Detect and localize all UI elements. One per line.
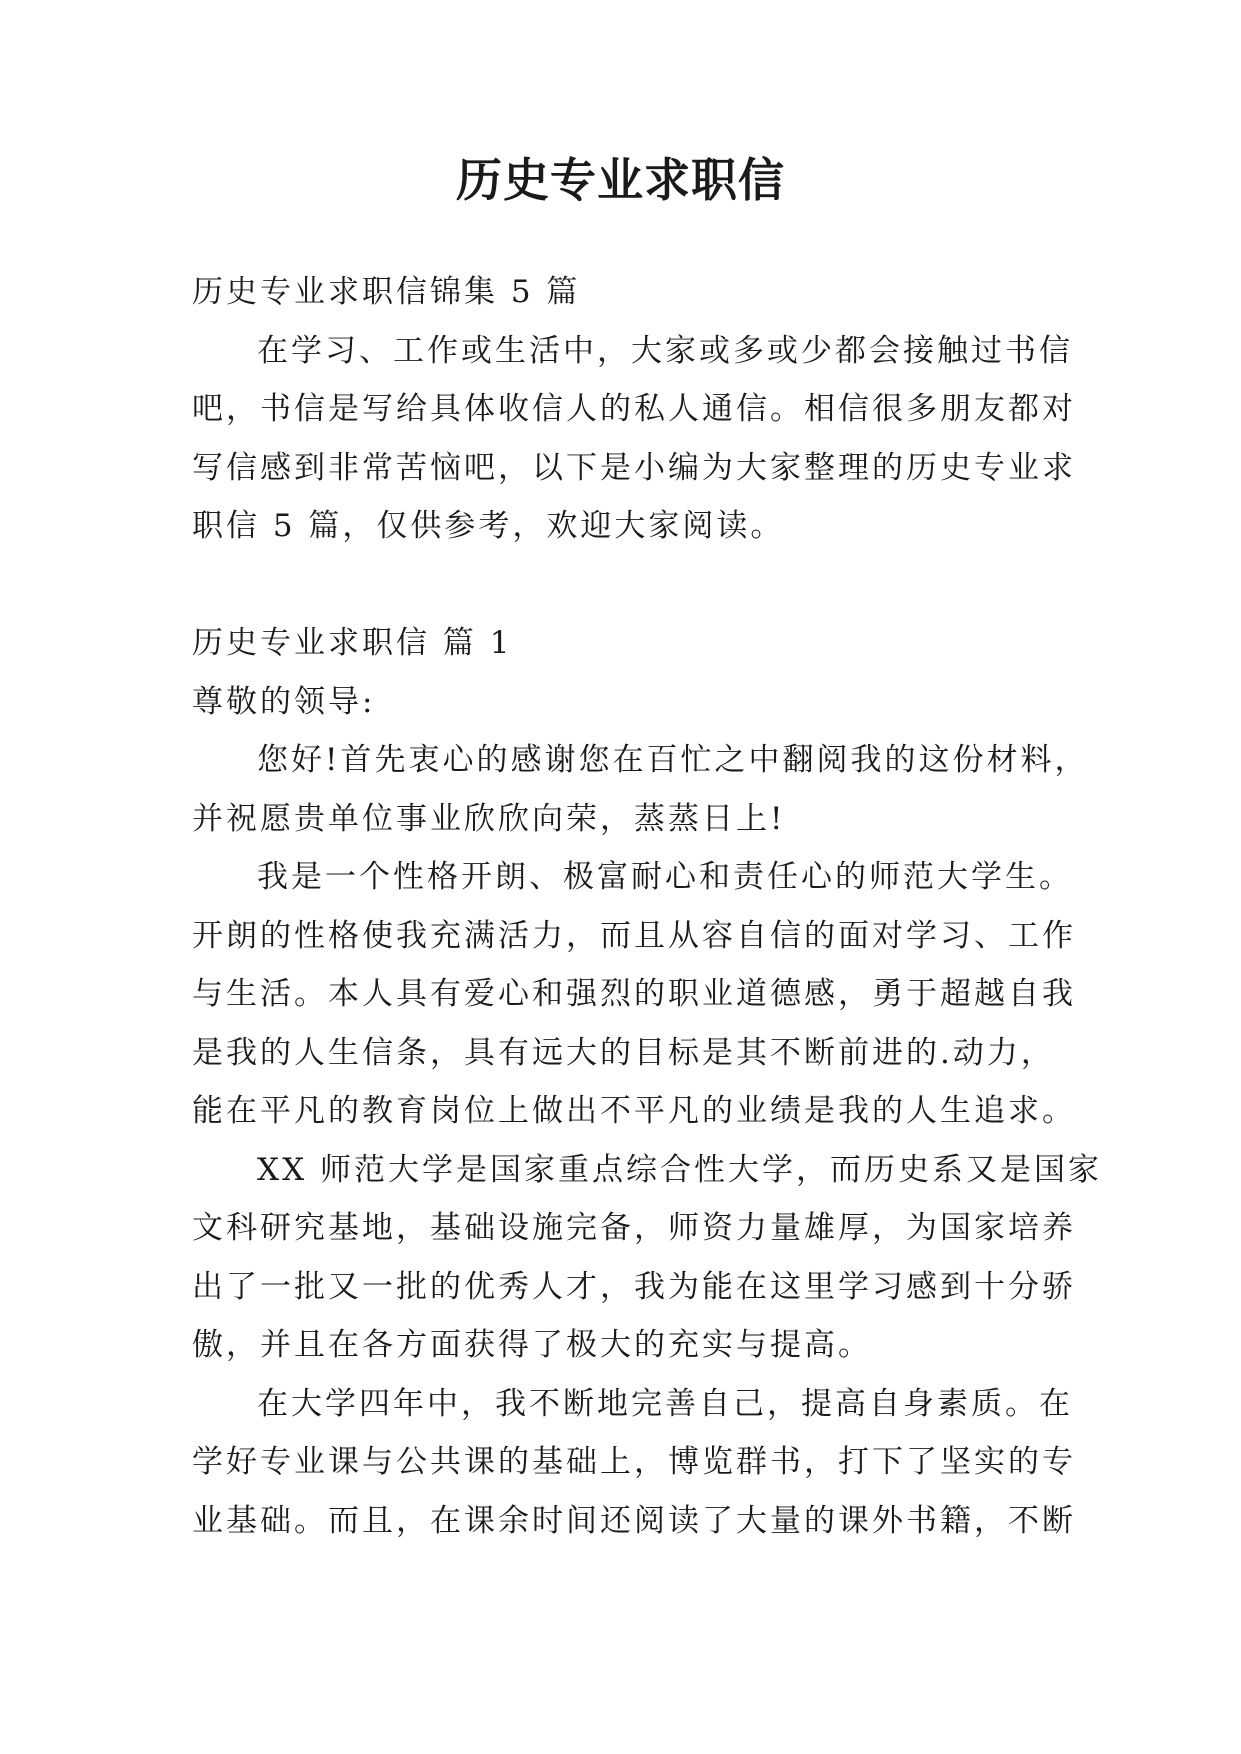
paragraph-line: 文科研究基地，基础设施完备，师资力量雄厚，为国家培养 <box>192 1210 1076 1246</box>
paragraph-line: 职信 5 篇，仅供参考，欢迎大家阅读。 <box>192 508 785 544</box>
paragraph-line: 傲，并且在各方面获得了极大的充实与提高。 <box>192 1327 872 1363</box>
paragraph-line: 我是一个性格开朗、极富耐心和责任心的师范大学生。 <box>257 859 1073 895</box>
paragraph-line: 并祝愿贵单位事业欣欣向荣，蒸蒸日上! <box>192 800 786 837</box>
paragraph-line: 业基础。而且，在课余时间还阅读了大量的课外书籍，不断 <box>192 1502 1076 1539</box>
paragraph-line: 出了一批又一批的优秀人才，我为能在这里学习感到十分骄 <box>192 1268 1076 1305</box>
paragraph-line: 吧，书信是写给具体收信人的私人通信。相信很多朋友都对 <box>192 391 1076 427</box>
paragraph-line: 学好专业课与公共课的基础上，博览群书，打下了坚实的专 <box>192 1444 1076 1480</box>
paragraph-line: 在学习、工作或生活中，大家或多或少都会接触过书信 <box>257 332 1073 369</box>
paragraph-line: 是我的人生信条，具有远大的目标是其不断前进的.动力， <box>192 1034 1055 1071</box>
paragraph-line: XX 师范大学是国家重点综合性大学，而历史系又是国家 <box>257 1151 1102 1188</box>
letter-paragraph-3 <box>192 1141 1102 1375</box>
paragraph-line: 在大学四年中，我不断地完善自己，提高自身素质。在 <box>257 1385 1073 1422</box>
letter-paragraph-1 <box>192 731 1089 848</box>
salutation: 尊敬的领导: <box>192 683 376 720</box>
paragraph-line: 您好!首先衷心的感谢您在百忙之中翻阅我的这份材料， <box>257 742 1089 778</box>
paragraph-line: 写信感到非常苦恼吧，以下是小编为大家整理的历史专业求 <box>192 449 1076 486</box>
paragraph-line: 开朗的性格使我充满活力，而且从容自信的面对学习、工作 <box>192 917 1076 954</box>
document-title: 历史专业求职信 <box>456 153 785 207</box>
section-heading: 历史专业求职信 篇 1 <box>192 625 513 661</box>
blank-line <box>192 556 1072 615</box>
intro-paragraph <box>192 322 1076 556</box>
letter-paragraph-2 <box>192 848 1076 1141</box>
collection-subtitle: 历史专业求职信锦集 5 篇 <box>192 274 581 310</box>
paragraph-line: 能在平凡的教育岗位上做出不平凡的业绩是我的人生追求。 <box>192 1093 1076 1129</box>
letter-paragraph-4 <box>192 1375 1076 1551</box>
paragraph-line: 与生活。本人具有爱心和强烈的职业道德感，勇于超越自我 <box>192 976 1076 1012</box>
document-body <box>192 263 1102 1550</box>
